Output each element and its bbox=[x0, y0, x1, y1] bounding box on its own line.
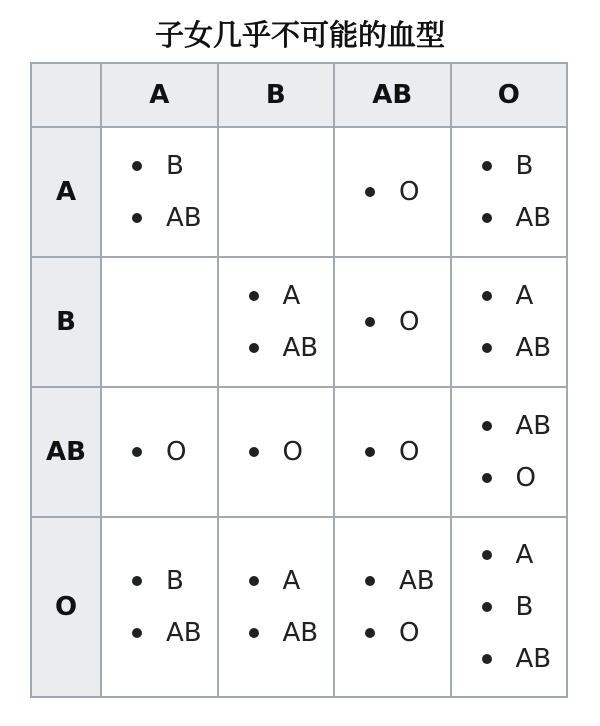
column-header-o: O bbox=[451, 63, 568, 127]
table-row-ab bbox=[31, 387, 567, 517]
list-item: AB bbox=[480, 400, 567, 452]
list-item: AB bbox=[363, 555, 450, 607]
list-item: A bbox=[247, 270, 334, 322]
list-item: O bbox=[363, 426, 450, 478]
table-cell bbox=[101, 517, 218, 697]
list-item: AB bbox=[130, 192, 217, 244]
table-cell bbox=[451, 127, 568, 257]
blood-type-list bbox=[452, 529, 567, 685]
column-header-b: B bbox=[218, 63, 335, 127]
row-header-o: O bbox=[31, 517, 101, 697]
blood-type-list bbox=[335, 426, 450, 478]
table-cell bbox=[218, 517, 335, 697]
list-item: AB bbox=[480, 633, 567, 685]
table-cell bbox=[451, 257, 568, 387]
list-item: B bbox=[480, 140, 567, 192]
list-item: A bbox=[480, 270, 567, 322]
table-row-o bbox=[31, 517, 567, 697]
table-cell bbox=[334, 257, 451, 387]
blood-type-list bbox=[219, 555, 334, 659]
list-item: AB bbox=[247, 607, 334, 659]
blood-type-list bbox=[335, 296, 450, 348]
blood-type-list bbox=[219, 426, 334, 478]
list-item: AB bbox=[480, 322, 567, 374]
table-cell bbox=[334, 517, 451, 697]
header-row bbox=[31, 63, 567, 127]
table-cell bbox=[101, 387, 218, 517]
table-cell-empty bbox=[218, 127, 335, 257]
blood-type-list bbox=[452, 270, 567, 374]
list-item: AB bbox=[247, 322, 334, 374]
list-item: O bbox=[130, 426, 217, 478]
column-header-ab: AB bbox=[334, 63, 451, 127]
blood-type-list bbox=[102, 140, 217, 244]
list-item: B bbox=[480, 581, 567, 633]
blood-type-list bbox=[452, 140, 567, 244]
table-cell bbox=[451, 517, 568, 697]
table-cell bbox=[101, 127, 218, 257]
list-item: A bbox=[247, 555, 334, 607]
list-item: O bbox=[363, 607, 450, 659]
blood-type-list bbox=[219, 270, 334, 374]
row-header-a: A bbox=[31, 127, 101, 257]
blood-type-list bbox=[335, 166, 450, 218]
row-header-b: B bbox=[31, 257, 101, 387]
table-title: 子女几乎不可能的血型 bbox=[154, 18, 445, 52]
list-item: AB bbox=[130, 607, 217, 659]
list-item: O bbox=[363, 166, 450, 218]
table-cell bbox=[334, 387, 451, 517]
blood-type-list bbox=[102, 426, 217, 478]
row-header-ab: AB bbox=[31, 387, 101, 517]
list-item: O bbox=[480, 452, 567, 504]
list-item: O bbox=[247, 426, 334, 478]
list-item: B bbox=[130, 140, 217, 192]
blood-type-list bbox=[452, 400, 567, 504]
list-item: A bbox=[480, 529, 567, 581]
list-item: O bbox=[363, 296, 450, 348]
table-cell-empty bbox=[101, 257, 218, 387]
table-cell bbox=[334, 127, 451, 257]
blood-type-table bbox=[30, 62, 568, 698]
corner-cell bbox=[31, 63, 101, 127]
table-row-b bbox=[31, 257, 567, 387]
table-cell bbox=[451, 387, 568, 517]
column-header-a: A bbox=[101, 63, 218, 127]
table-cell bbox=[218, 387, 335, 517]
blood-type-list bbox=[335, 555, 450, 659]
table-cell bbox=[218, 257, 335, 387]
list-item: AB bbox=[480, 192, 567, 244]
blood-type-list bbox=[102, 555, 217, 659]
table-row-a bbox=[31, 127, 567, 257]
list-item: B bbox=[130, 555, 217, 607]
